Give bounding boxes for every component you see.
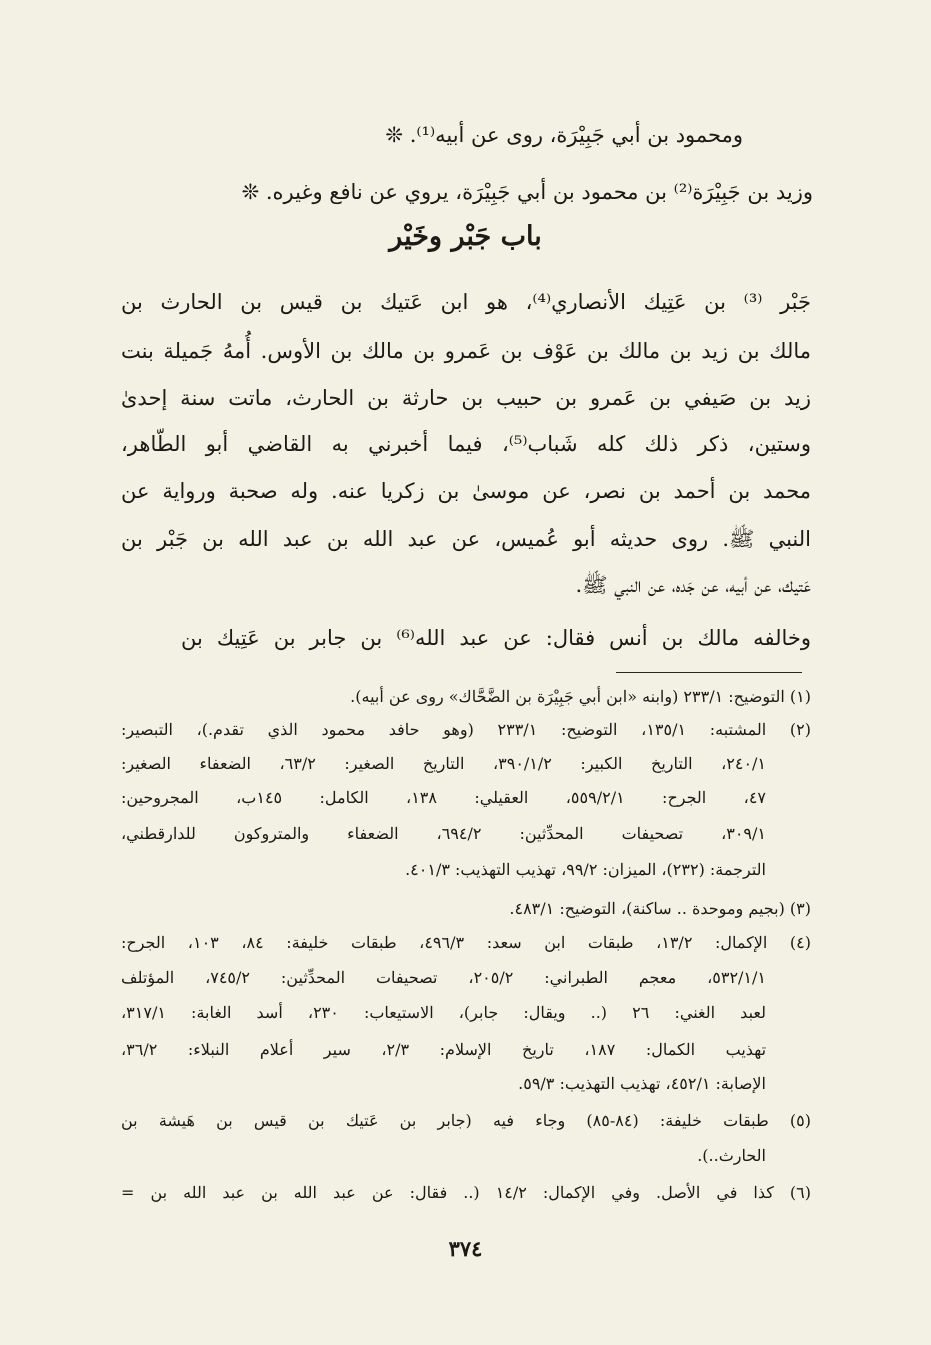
footnote-line: لعبد الغني: ٢٦ (.. ويقال: جابر)، الاستيعاب: ٢٣٠، أسد الغابة: ٣١٧/١،	[121, 1003, 766, 1022]
entry-zayd: وزيد بن جَبِيْرَة⁽²⁾ بن محمود بن أبي جَبِيْرَة، يروي عن نافع وغيره. ❊	[241, 180, 813, 204]
footnote-line: (١) التوضيح: ٢٣٣/١ (وابنه «ابن أبي جَبِيْرَة بن الضَّحَّاك» روى عن أبيه).	[350, 687, 811, 706]
footnote-line: ٢٤٠/١، التاريخ الكبير: ٣٩٠/١/٢، التاريخ الصغير: ٦٣/٢، الضعفاء الصغير:	[121, 754, 767, 773]
footnote-line: ٤٧، الجرح: ٥٥٩/٢/١، العقيلي: ١٣٨، الكامل: ١٤٥ب، المجروحين:	[121, 788, 766, 807]
dissent-line: وخالفه مالك بن أنس فقال: عن عبد الله⁽⁶⁾ بن جابر بن عَتِيك بن	[181, 626, 811, 650]
body-line: جَبْر ⁽³⁾ بن عَتِيك الأنصاري⁽⁴⁾، هو ابن عَتيك بن قيس بن الحارث بن	[121, 290, 811, 314]
body-line: مالك بن زيد بن مالك بن عَوْف بن عَمرو بن مالك بن الأوس. أُمهُ جَميلة بنت	[121, 339, 811, 363]
footnote-line: الحارث..).	[697, 1146, 766, 1165]
body-line: عَتيك، عن أبيه، عن جَده، عن النبي ﷺ.	[575, 573, 811, 597]
footnote-line: (٤) الإكمال: ١٣/٢، طبقات ابن سعد: ٤٩٦/٣، طبقات خليفة: ٨٤، ١٠٣، الجرح:	[121, 933, 812, 952]
body-line: وستين، ذكر ذلك كله شَباب⁽⁵⁾، فيما أخبرني به القاضي أبو الطّاهر،	[121, 432, 811, 456]
body-line: زيد بن صَيفي بن عَمرو بن حبيب بن حارثة بن الحارث، ماتت سنة إحدىٰ	[121, 386, 811, 410]
section-heading: باب جَبْر وخَيْر	[389, 221, 542, 252]
footnote-line: تهذيب الكمال: ١٨٧، تاريخ الإسلام: ٢/٣، سير أعلام النبلاء: ٣٦/٢،	[121, 1040, 767, 1059]
footnote-line: (٣) (بجيم وموحدة .. ساكنة)، التوضيح: ٤٨٣/١.	[509, 899, 811, 918]
footnote-line: الإصابة: ٤٥٢/١، تهذيب التهذيب: ٥٩/٣.	[518, 1074, 766, 1093]
footnote-separator	[616, 672, 802, 673]
entry-mahmud: ومحمود بن أبي جَبِيْرَة، روى عن أبيه⁽¹⁾. ❊	[385, 123, 743, 147]
footnote-line: الترجمة: (٢٣٢)، الميزان: ٩٩/٢، تهذيب التهذيب: ٤٠١/٣.	[405, 860, 766, 879]
footnote-line: ٣٠٩/١، تصحيفات المحدِّثين: ٦٩٤/٢، الضعفاء والمتروكون للدارقطني،	[121, 824, 766, 843]
body-line: محمد بن أحمد بن نصر، عن موسىٰ بن زكريا عنه. وله صحبة ورواية عن	[121, 479, 811, 503]
page-number: ٣٧٤	[448, 1236, 483, 1261]
footnote-line: (٦) كذا في الأصل. وفي الإكمال: ١٤/٢ (.. فقال: عن عبد الله بن عبد الله بن =	[121, 1183, 811, 1202]
footnote-line: (٥) طبقات خليفة: (٨٤-٨٥) وجاء فيه (جابر بن عَتيك بن قيس بن هَيشة بن	[121, 1111, 812, 1130]
footnote-line: ٥٣٢/١/١، معجم الطبراني: ٢٠٥/٢، تصحيفات المحدِّثين: ٧٤٥/٢، المؤتلف	[121, 968, 766, 987]
body-line: النبي ﷺ. روى حديثه أبو عُميس، عن عبد الله بن عبد الله بن جَبْر بن	[121, 527, 811, 551]
footnote-line: (٢) المشتبه: ١٣٥/١، التوضيح: ٢٣٣/١ (وهو حافد محمود الذي تقدم.)، التبصير:	[121, 720, 811, 739]
